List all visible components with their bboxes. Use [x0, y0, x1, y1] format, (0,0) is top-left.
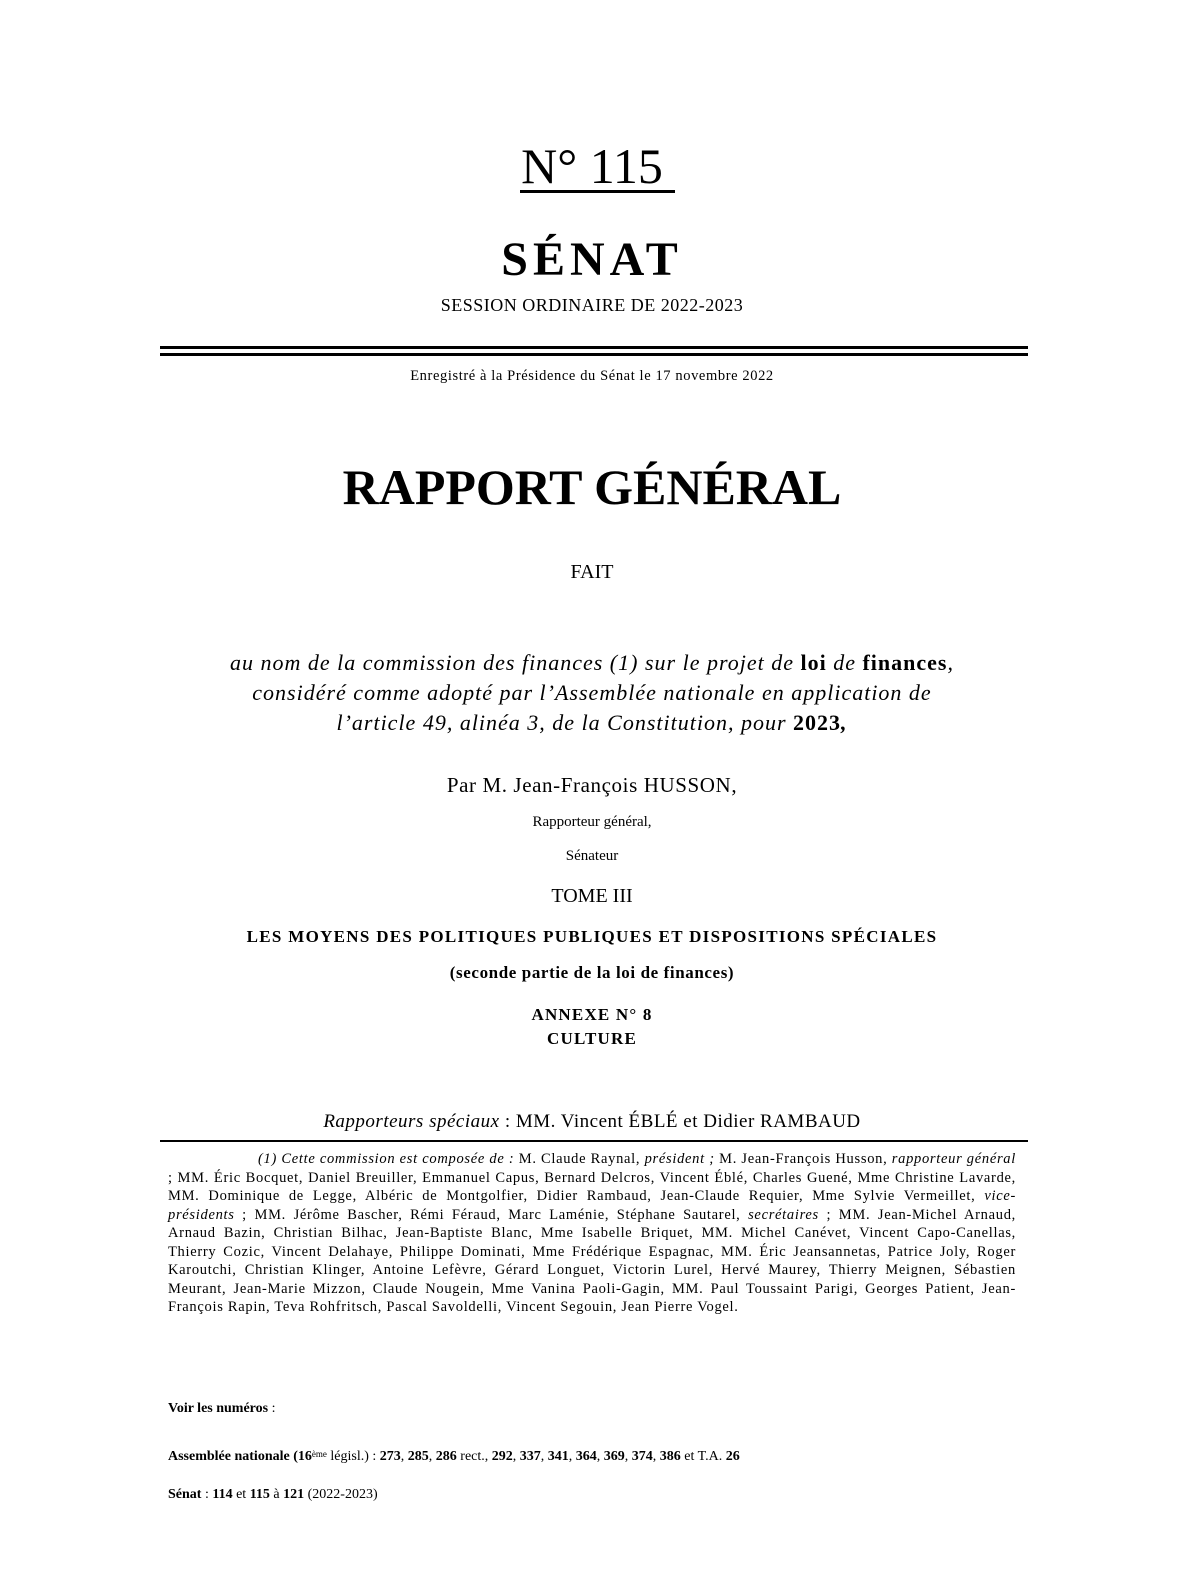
document-number: N° 115	[521, 138, 663, 194]
assemblee-number: 386	[659, 1449, 681, 1464]
description-text: au nom de la commission des finances (1) sur le projet de	[230, 650, 801, 675]
description-text: de	[826, 650, 863, 675]
description-line-2: considéré comme adopté par l’Assemblée nationale en application de	[252, 680, 932, 705]
author-title: Sénateur	[565, 848, 619, 864]
assemblee-legis: législ.) :	[326, 1449, 380, 1464]
assemblee-separator: ,	[596, 1449, 604, 1464]
commission-footnote	[168, 1150, 1016, 1317]
session-line: SESSION ORDINAIRE DE 2022-2023	[440, 295, 744, 315]
senat-text: et	[232, 1487, 250, 1502]
description-loi: loi	[800, 650, 827, 675]
senat-text: (2022-2023)	[304, 1487, 378, 1502]
references-label: Voir les numéros	[168, 1401, 269, 1416]
description-text: ,	[947, 650, 954, 675]
assemblee-superscript: ème	[311, 1449, 327, 1459]
assemblee-label: Assemblée nationale (16	[168, 1449, 312, 1464]
footnote-text: ; MM. Éric Bocquet, Daniel Breuiller, Emmanuel Capus, Bernard Delcros, Vincent Éblé, Charles Guené, Mme Christine Lavarde, MM. Dominique de Legge, Albéric de Montgolfier, Didier Rambaud, Jean-Claude Requier, Mme Sylvie Vermeillet,	[168, 1169, 1016, 1204]
assemblee-number: 286	[435, 1449, 457, 1464]
assemblee-separator: rect.,	[456, 1449, 492, 1464]
references-text: :	[268, 1401, 276, 1416]
footnote-text: ; MM. Jean-Michel Arnaud, Arnaud Bazin, Christian Bilhac, Jean-Baptiste Blanc, Mme Isabelle Briquet, MM. Michel Canévet, Vincent Capo-Canellas, Thierry Cozic, Vincent Delahaye, Philippe Dominati, Mme Frédérique Espagnac, MM. Éric Jeansannetas, Patrice Joly, Roger Karoutchi, Christian Klinger, Antoine Lefèvre, Gérard Longuet, Victorin Lurel, Hervé Maurey, Thierry Meignen, Sébastien Meurant, Jean-Marie Mizzon, Claude Nougein, Mme Vanina Paoli-Gagin, MM. Paul Toussaint Parigi, Georges Patient, Jean-François Rapin, Teva Rohfritsch, Pascal Savoldelli, Vincent Segouin, Jean Pierre Vogel.	[168, 1206, 1016, 1315]
senat-text: :	[201, 1487, 213, 1502]
footnote-role: secrétaires	[748, 1206, 819, 1223]
chamber-name: SÉNAT	[501, 233, 683, 286]
assemblee-separator: ,	[568, 1449, 576, 1464]
footnote-role: président ;	[644, 1151, 715, 1167]
description-year: 2023	[793, 710, 842, 735]
assemblee-references	[168, 1448, 740, 1466]
description-finances: finances	[862, 650, 948, 675]
assemblee-number: 337	[519, 1449, 541, 1464]
author-line: Par M. Jean-François HUSSON,	[446, 773, 738, 797]
assemblee-separator: ,	[512, 1449, 520, 1464]
senat-text: à	[269, 1487, 284, 1502]
number-underline	[520, 190, 675, 193]
description-line-1	[0, 648, 1184, 678]
description-line-3	[0, 708, 1184, 738]
footnote-divider	[160, 1140, 1028, 1142]
fait-label: FAIT	[570, 561, 614, 583]
tome-part: (seconde partie de la loi de finances)	[449, 963, 735, 982]
assemblee-number: 26	[725, 1449, 740, 1464]
tome-subtitle: LES MOYENS DES POLITIQUES PUBLIQUES ET DISPOSITIONS SPÉCIALES	[246, 927, 938, 946]
senat-label: Sénat	[168, 1487, 202, 1502]
annexe-number: ANNEXE N° 8	[531, 1005, 653, 1024]
assemblee-number: 341	[547, 1449, 569, 1464]
annexe-title: CULTURE	[547, 1029, 637, 1048]
author-role: Rapporteur général,	[532, 814, 652, 830]
footnote-role: vice-présidents	[168, 1188, 1016, 1223]
senat-number: 114	[212, 1487, 233, 1502]
assemblee-number: 273	[379, 1449, 401, 1464]
report-description	[0, 648, 1184, 738]
footnote-intro: (1) Cette commission est composée de :	[258, 1151, 515, 1167]
footnote-text: M. Claude Raynal,	[514, 1151, 645, 1167]
rapporteurs-label: Rapporteurs spéciaux	[323, 1111, 500, 1132]
assemblee-number: 374	[631, 1449, 653, 1464]
report-title: RAPPORT GÉNÉRAL	[342, 459, 842, 515]
footnote-text: M. Jean-François Husson,	[714, 1151, 892, 1167]
special-rapporteurs	[0, 1110, 1184, 1134]
rapporteurs-names: : MM. Vincent ÉBLÉ et Didier RAMBAUD	[499, 1111, 861, 1132]
assemblee-separator: ,	[400, 1449, 408, 1464]
assemblee-number: 369	[603, 1449, 625, 1464]
assemblee-numbers	[380, 1449, 740, 1464]
footnote-text: ; MM. Jérôme Bascher, Rémi Féraud, Marc Laménie, Stéphane Sautarel,	[234, 1206, 749, 1223]
assemblee-separator: ,	[540, 1449, 548, 1464]
assemblee-separator: ,	[428, 1449, 436, 1464]
references-heading	[168, 1400, 275, 1418]
registration-line: Enregistré à la Présidence du Sénat le 17 novembre 2022	[410, 368, 774, 384]
assemblee-separator: ,	[624, 1449, 632, 1464]
footnote-role: rapporteur général	[891, 1151, 1016, 1167]
senat-number: 121	[283, 1487, 305, 1502]
tome-label: TOME III	[551, 885, 633, 907]
senat-references	[168, 1486, 378, 1504]
assemblee-number: 285	[407, 1449, 429, 1464]
double-divider	[160, 346, 1028, 356]
assemblee-separator: et T.A.	[680, 1449, 726, 1464]
senat-number: 115	[249, 1487, 270, 1502]
assemblee-number: 364	[575, 1449, 597, 1464]
description-text: ,	[841, 710, 848, 735]
assemblee-separator: ,	[652, 1449, 660, 1464]
assemblee-number: 292	[491, 1449, 513, 1464]
description-text: l’article 49, alinéa 3, de la Constitution, pour	[336, 710, 794, 735]
